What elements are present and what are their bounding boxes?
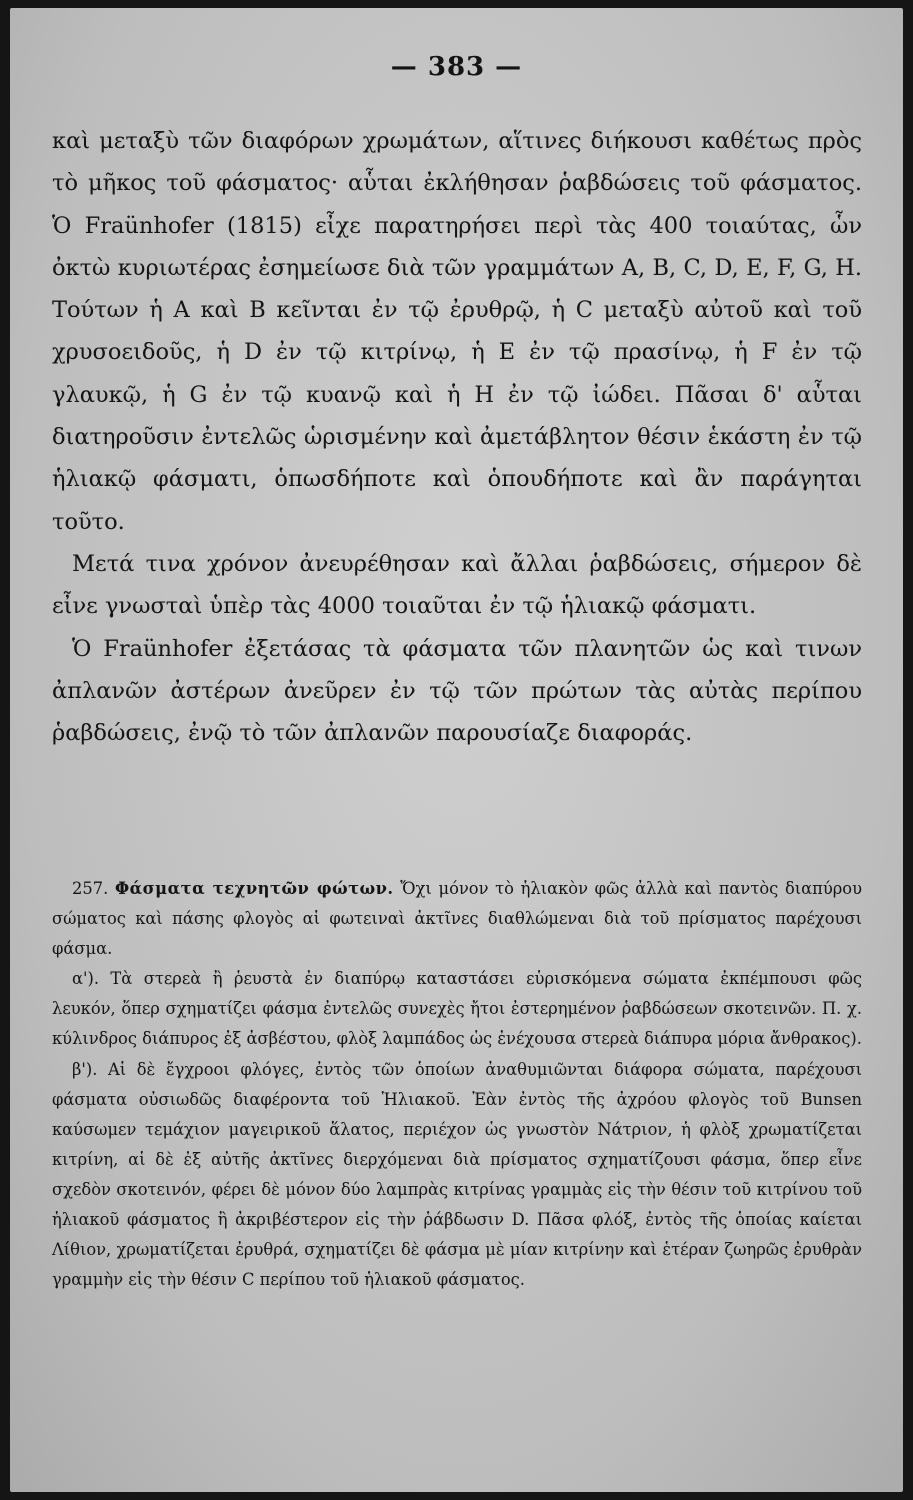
section-intro-paragraph (52, 874, 862, 964)
main-text (52, 120, 862, 754)
page-number: — 383 — (390, 52, 523, 82)
section-title: Φάσματα τεχνητῶν φώτων. (114, 879, 394, 898)
section-intro: Ὄχι μόνον τὸ ἡλιακὸν φῶς ἀλλὰ καὶ παντὸς διαπύρου σώματος καὶ πάσης φλογὸς αἱ φωτειναὶ ἀκτῖνες διαθλώμεναι διὰ τοῦ πρίσματος παρέχουσι φάσμα. (52, 879, 862, 959)
paragraph-2: Μετά τινα χρόνον ἀνευρέθησαν καὶ ἄλλαι ῥαβδώσεις, σήμερον δὲ εἶνε γνωσταὶ ὑπὲρ τὰς 4000 τοιαῦται ἐν τῷ ἡλιακῷ φάσματι. (52, 550, 862, 620)
section-number: 257. (72, 879, 109, 898)
paragraph-3: Ὁ Fraünhofer ἐξετάσας τὰ φάσματα τῶν πλανητῶν ὡς καὶ τινων ἀπλανῶν ἀστέρων ἀνεῦρεν ἐν τῷ τῶν πρώτων τὰς αὐτὰς περίπου ῥαβδώσεις, ἐνῷ τὸ τῶν ἀπλανῶν παρουσίαζε διαφοράς. (52, 635, 862, 747)
section-item-a: α'). Τὰ στερεὰ ἢ ῥευστὰ ἐν διαπύρῳ καταστάσει εὑρισκόμενα σώματα ἐκπέμπουσι φῶς λευκόν, ὅπερ σχηματίζει φάσμα ἐντελῶς συνεχὲς ἤτοι ἐστερημένον ῥαβδώσεων σκοτεινῶν. Π. χ. κύλινδρος διάπυρος ἐξ ἀσβέστου, φλὸξ λαμπάδος ὡς ἐνέχουσα στερεὰ διάπυρα μόρια ἄνθρακος). (52, 969, 862, 1049)
section-257 (52, 874, 862, 1295)
book-page (10, 8, 903, 1492)
paragraph-1: καὶ μεταξὺ τῶν διαφόρων χρωμάτων, αἵτινες διήκουσι καθέτως πρὸς τὸ μῆκος τοῦ φάσματος· αὗται ἐκλήθησαν ῥαβδώσεις τοῦ φάσματος. Ὁ Fraünhofer (1815) εἶχε παρατηρήσει περὶ τὰς 400 τοιαύτας, ὧν ὀκτὼ κυριωτέρας ἐσημείωσε διὰ τῶν γραμμάτων Α, Β, C, D, Ε, F, G, Η. Τούτων ἡ Α καὶ Β κεῖνται ἐν τῷ ἐρυθρῷ, ἡ C μεταξὺ αὐτοῦ καὶ τοῦ χρυσοειδοῦς, ἡ D ἐν τῷ κιτρίνῳ, ἡ Ε ἐν τῷ πρασίνῳ, ἡ F ἐν τῷ γλαυκῷ, ἡ G ἐν τῷ κυανῷ καὶ ἡ Η ἐν τῷ ἰώδει. Πᾶσαι δ' αὗται διατηροῦσιν ἐντελῶς ὡρισμένην καὶ ἀμετάβλητον θέσιν ἑκάστη ἐν τῷ ἡλιακῷ φάσματι, ὁπωσδήποτε καὶ ὁπουδήποτε καὶ ἂν παράγηται τοῦτο. (52, 128, 862, 535)
section-item-b: β'). Αἱ δὲ ἔγχροοι φλόγες, ἐντὸς τῶν ὁποίων ἀναθυμιῶνται διάφορα σώματα, παρέχουσι φάσματα οὐσιωδῶς διαφέροντα τοῦ Ἡλιακοῦ. Ἐὰν ἐντὸς τῆς ἀχρόου φλογὸς τοῦ Bunsen καύσωμεν τεμάχιον μαγειρικοῦ ἅλατος, περιέχον ὡς γνωστὸν Νάτριον, ἡ φλὸξ χρωματίζεται κιτρίνη, αἱ δὲ ἐξ αὐτῆς ἀκτῖνες διερχόμεναι διὰ πρίσματος σχηματίζουσι φάσμα, ὅπερ εἶνε σχεδὸν σκοτεινόν, φέρει δὲ μόνον δύο λαμπρὰς κιτρίνας γραμμὰς εἰς τὴν θέσιν τοῦ κιτρίνου τοῦ ἡλιακοῦ φάσματος ἢ ἀκριβέστερον εἰς τὴν ῥάβδωσιν D. Πᾶσα φλόξ, ἐντὸς τῆς ὁποίας καίεται Λίθιον, χρωματίζεται ἐρυθρά, σχηματίζει δὲ φάσμα μὲ μίαν κιτρίνην καὶ ἑτέραν ζωηρῶς ἐρυθρὰν γραμμὴν εἰς τὴν θέσιν C περίπου τοῦ ἡλιακοῦ φάσματος. (52, 1059, 862, 1290)
